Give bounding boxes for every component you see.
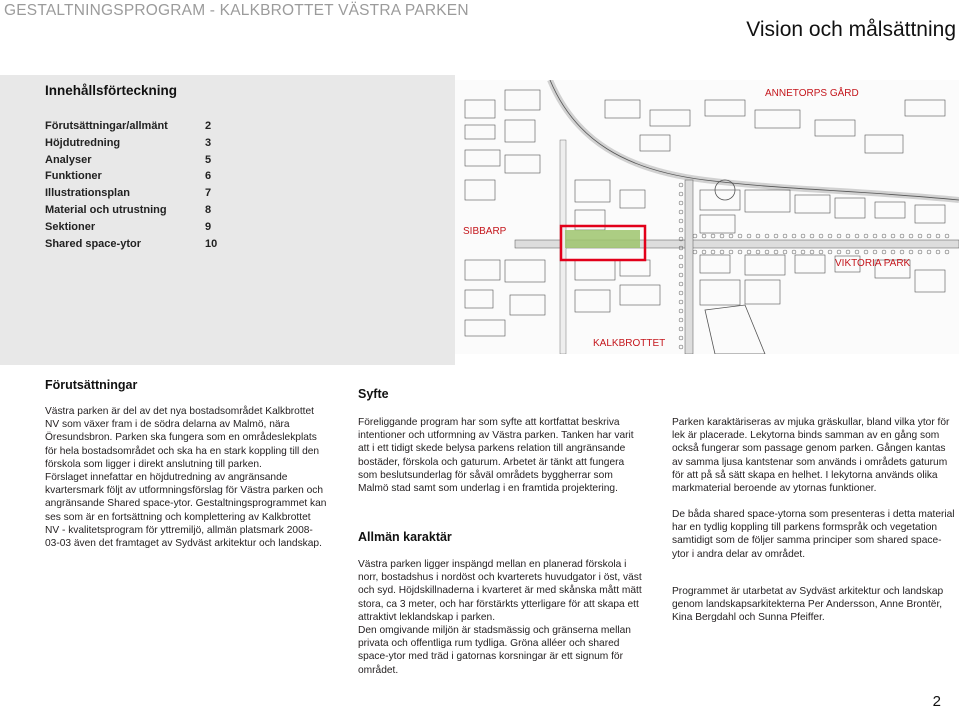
quarry-outline <box>705 305 765 354</box>
street-tree <box>837 234 841 238</box>
street-tree <box>801 250 805 254</box>
building-block <box>575 180 610 202</box>
toc-item <box>45 185 225 202</box>
building-block <box>465 100 495 118</box>
toc-item <box>45 168 225 185</box>
building-block <box>505 155 540 173</box>
right-column-paragraph-2: De båda shared space-ytorna som presenteras i detta material har en tydlig koppling till parkens formspråk och vegetation samtidigt som de följer samma principer som shared space-ytor i andra delar av området. <box>672 509 955 560</box>
toc-item-page: 2 <box>205 120 212 132</box>
street-tree <box>679 219 683 223</box>
building-block <box>700 190 740 210</box>
site-map <box>455 80 959 354</box>
street-tree <box>756 234 760 238</box>
street-tree <box>729 234 733 238</box>
building-block <box>875 202 905 218</box>
toc-item-page: 6 <box>205 170 212 183</box>
street-tree <box>693 250 697 254</box>
street-tree <box>864 250 868 254</box>
street-tree <box>819 234 823 238</box>
building-block <box>815 120 855 136</box>
toc-item-label: Förutsättningar/allmänt <box>45 120 168 132</box>
toc-item-page: 9 <box>205 220 212 233</box>
street-tree <box>873 250 877 254</box>
section-title-allman-karaktar: Allmän karaktär <box>358 530 452 544</box>
street-tree <box>679 183 683 187</box>
building-block <box>835 198 865 218</box>
street-tree <box>783 234 787 238</box>
building-block <box>505 90 540 110</box>
street-tree <box>810 250 814 254</box>
street-tree <box>819 250 823 254</box>
section-title-forutsattningar: Förutsättningar <box>45 378 138 392</box>
building-block <box>575 260 615 280</box>
toc-item <box>45 135 225 152</box>
street-tree <box>909 250 913 254</box>
building-block <box>700 280 740 305</box>
street-tree <box>945 250 949 254</box>
building-block <box>745 255 785 275</box>
map-label-annetorps: ANNETORPS GÅRD <box>765 88 859 99</box>
right-column-paragraph-1: Parken karaktäriseras av mjuka gräskullar, bland vilka ytor för lek är placerade. Lekytorna binds samman av en gång som också fungerar som passage genom parken. Gången kantas av samma ljusa kantstenar som används i områdets gaturum för att på så sätt skapa en helhet. I lekytorna används olika markmaterial beroende av ytornas funktioner. <box>672 417 950 495</box>
street-tree <box>729 250 733 254</box>
street-tree <box>882 234 886 238</box>
building-block <box>605 100 640 118</box>
street-tree <box>792 234 796 238</box>
curved-road <box>550 80 959 200</box>
street-tree <box>679 327 683 331</box>
building-block <box>915 205 945 223</box>
street-tree <box>891 234 895 238</box>
building-block <box>795 195 830 213</box>
building-block <box>745 190 790 212</box>
street-tree <box>837 250 841 254</box>
building-block <box>465 180 495 200</box>
street-tree <box>927 234 931 238</box>
street-tree <box>828 234 832 238</box>
building-block <box>705 100 745 116</box>
park-area <box>565 230 640 248</box>
allman-karaktar-text: Västra parken ligger inspängd mellan en planerad förskola i norr, bostadshus i nordöst och kvarterets huvudgator i öst, väst och syd. Höjdskillnaderna i kvarteret är med skånska mått mätt stora, ca 3 meter, och har förstärkts ytterligare för att skapa ett attraktivt leklandskap i parken. Den omgivande miljön är stadsmässig och gränserna mellan privata och offentliga rum tydliga. Gröna alléer och shared space-ytor med träd i gatornas korsningar är ett signum för området. <box>358 559 642 676</box>
street-tree <box>720 250 724 254</box>
street-tree <box>882 250 886 254</box>
building-block <box>510 295 545 315</box>
toc-item-page: 3 <box>205 136 212 149</box>
street-tree <box>774 234 778 238</box>
document-header: GESTALTNINGSPROGRAM - KALKBROTTET VÄSTRA PARKEN <box>4 2 469 19</box>
toc-item-label: Material och utrustning <box>45 203 167 216</box>
street-tree <box>846 250 850 254</box>
street-tree <box>738 250 742 254</box>
toc-item-page: 5 <box>205 153 212 166</box>
street-tree <box>909 234 913 238</box>
toc-list <box>45 118 225 252</box>
street-tree <box>679 345 683 349</box>
street-tree <box>679 273 683 277</box>
map-label-viktoria: VIKTORIA PARK <box>835 258 911 269</box>
street-tree <box>711 250 715 254</box>
toc-item-label: Shared space-ytor <box>45 237 141 250</box>
toc-item-label: Höjdutredning <box>45 136 121 149</box>
building-block <box>620 260 650 276</box>
right-column-paragraph-3: Programmet är utarbetat av Sydväst arkitektur och landskap genom landskapsarkitekterna Per Andersson, Anne Brontër, Kina Bergdahl och Sunna Pfeiffer. <box>672 586 944 624</box>
forutsattningar-text <box>45 405 327 550</box>
street-tree <box>774 250 778 254</box>
forutsattningar-paragraph-2: Förslaget innefattar en höjdutredning av angränsande kvartersmark följt av utformningsförslag för Västra parken och angränsande Shared space-ytor. Gestaltningsprogrammet kan ses som är en fortsättning och komplettering av Kalkbrottet NV - kvalitetsprogram för yttremiljö, allmän platsmark 2008-03-03 även det framtaget av Sydväst arkitektur och landskap. <box>45 472 327 550</box>
street-tree <box>846 234 850 238</box>
building-block <box>465 125 495 139</box>
street-tree <box>936 250 940 254</box>
building-block <box>700 215 735 233</box>
page-number: 2 <box>932 693 941 710</box>
street-tree <box>720 234 724 238</box>
section-title-syfte: Syfte <box>358 387 389 401</box>
street-tree <box>679 336 683 340</box>
toc-item-page: 10 <box>205 237 218 250</box>
building-block <box>915 270 945 292</box>
street-tree <box>738 234 742 238</box>
street-tree <box>679 201 683 205</box>
street-tree <box>765 234 769 238</box>
street-tree <box>873 234 877 238</box>
street-tree <box>783 250 787 254</box>
syfte-text: Föreliggande program har som syfte att kortfattat beskriva intentioner och utformning av Västra parken. Tanken har varit att i ett tidigt skede belysa parkens relation till angränsande bostäder, förskola och gaturum. Arbetet är tänkt att fungera som beslutsunderlag för såväl områdets byggherrar som Malmö stad samt som underlag i en framtida projektering. <box>358 417 634 495</box>
street-tree <box>918 250 922 254</box>
building-block <box>640 135 670 151</box>
building-block <box>745 280 780 304</box>
street-tree <box>702 234 706 238</box>
street-tree <box>679 210 683 214</box>
street-tree <box>756 250 760 254</box>
toc-title: Innehållsförteckning <box>45 83 178 98</box>
page-title: Vision och målsättning <box>746 18 956 41</box>
street-tree <box>679 264 683 268</box>
site-plan-drawing <box>455 80 959 354</box>
toc-item-page: 8 <box>205 203 212 216</box>
building-block <box>795 255 825 273</box>
street-tree <box>679 291 683 295</box>
cross-street <box>685 180 693 354</box>
street-tree <box>693 234 697 238</box>
building-block <box>755 110 800 128</box>
map-label-kalkbrottet: KALKBROTTET <box>593 338 666 349</box>
building-block <box>465 320 505 336</box>
toc-item <box>45 236 225 253</box>
table-of-contents <box>0 75 455 365</box>
building-block <box>465 290 493 308</box>
street-tree <box>801 234 805 238</box>
toc-item-label: Sektioner <box>45 220 96 233</box>
building-block <box>505 120 535 142</box>
street-tree <box>747 234 751 238</box>
street-tree <box>679 282 683 286</box>
building-block <box>905 100 945 116</box>
toc-item-page: 7 <box>205 187 212 200</box>
street-tree <box>679 192 683 196</box>
building-block <box>465 260 500 280</box>
street-tree <box>900 250 904 254</box>
street-tree <box>679 309 683 313</box>
street-tree <box>855 250 859 254</box>
building-block <box>575 290 610 312</box>
street-tree <box>702 250 706 254</box>
street-tree <box>891 250 895 254</box>
toc-item-label: Analyser <box>45 153 92 166</box>
curved-road-edge <box>550 80 959 200</box>
street-tree <box>855 234 859 238</box>
street-tree <box>765 250 769 254</box>
building-block <box>620 190 645 208</box>
building-block <box>465 150 500 166</box>
street-tree <box>900 234 904 238</box>
map-label-sibbarp: SIBBARP <box>463 226 507 237</box>
toc-item <box>45 118 225 135</box>
forutsattningar-paragraph-1: Västra parken är del av det nya bostadsområdet Kalkbrottet NV som växer fram i de södra delarna av Malmö, nära Öresundsbron. Parken ska fungera som en områdeslekplats för hela bostadsområdet och ska ha en stark koppling till den förskola som ligger i direkt anslutning till parken. <box>45 406 320 470</box>
street-tree <box>679 318 683 322</box>
street-tree <box>828 250 832 254</box>
street-tree <box>792 250 796 254</box>
street-tree <box>747 250 751 254</box>
toc-item <box>45 202 225 219</box>
building-block <box>700 255 730 273</box>
street-tree <box>810 234 814 238</box>
street-tree <box>679 228 683 232</box>
toc-item <box>45 219 225 236</box>
street-tree <box>936 234 940 238</box>
building-block <box>505 260 545 282</box>
building-block <box>865 135 903 153</box>
toc-item <box>45 152 225 169</box>
street-tree <box>679 300 683 304</box>
street-tree <box>679 255 683 259</box>
toc-item-label: Illustrationsplan <box>45 187 130 200</box>
street-tree <box>945 234 949 238</box>
building-block <box>620 285 660 305</box>
toc-item-label: Funktioner <box>45 170 102 183</box>
street-tree <box>927 250 931 254</box>
street-tree <box>918 234 922 238</box>
street-tree <box>711 234 715 238</box>
street-tree <box>864 234 868 238</box>
building-block <box>650 110 690 126</box>
